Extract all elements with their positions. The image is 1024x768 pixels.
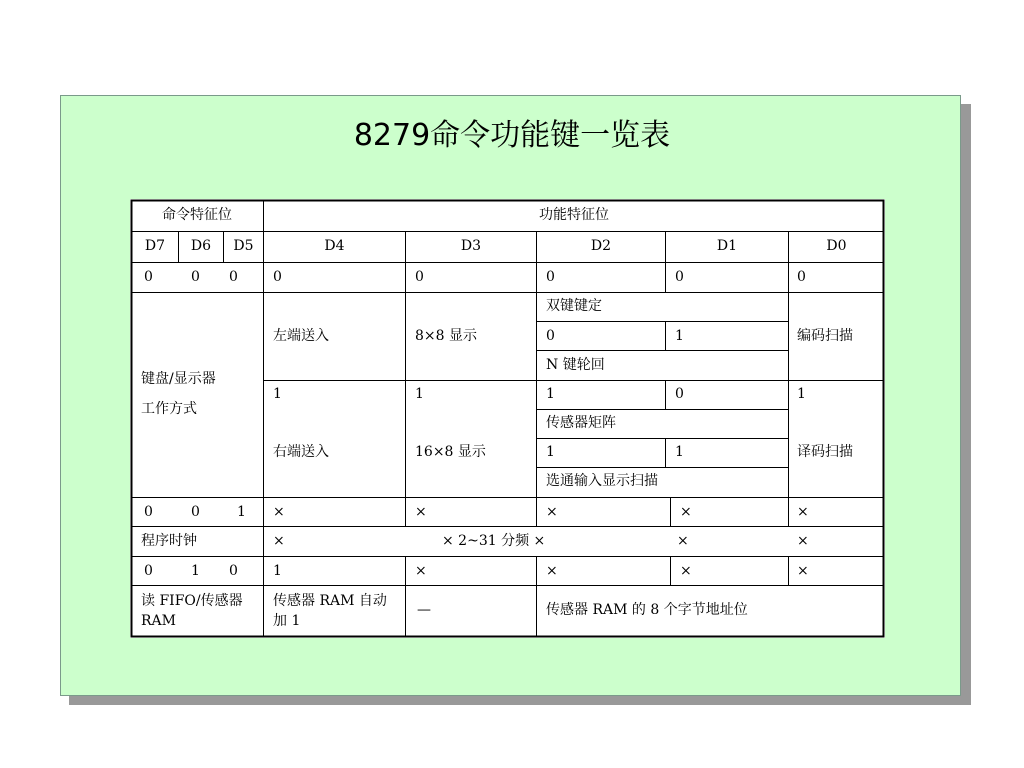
header-command-bits: 命令特征位 <box>162 207 232 223</box>
read-fifo-label-line2: RAM <box>141 613 176 629</box>
row010-d7: 0 <box>144 563 153 579</box>
strobed-input-display-scan: 选通输入显示扫描 <box>546 473 658 489</box>
kbd-d1-one: 1 <box>675 328 684 344</box>
kbd-mode-label-line2: 工作方式 <box>141 401 197 417</box>
row001-d7: 0 <box>144 504 153 520</box>
kbd-row-d1: 0 <box>675 386 684 402</box>
kbd-d2-one: 1 <box>546 444 555 460</box>
row010-d0: × <box>797 563 809 579</box>
kbd-row-d2: 1 <box>546 386 555 402</box>
row000-d5: 0 <box>229 269 238 285</box>
slide-title: 8279命令功能键一览表 <box>353 118 671 153</box>
double-key-lockout: 双键键定 <box>546 298 602 314</box>
row000-d0: 0 <box>797 269 806 285</box>
row000-d7: 0 <box>144 269 153 285</box>
row010-d4: 1 <box>273 563 282 579</box>
row010-d5: 0 <box>229 563 238 579</box>
right-entry: 右端送入 <box>273 444 329 460</box>
row001-d6: 0 <box>191 504 200 520</box>
clock-d0: × <box>797 533 809 549</box>
sensor-matrix: 传感器矩阵 <box>546 415 616 431</box>
sensor-ram-autoinc-line1: 传感器 RAM 自动 <box>273 593 387 609</box>
bit-label-d3: D3 <box>460 238 482 254</box>
row010-d6: 1 <box>191 563 200 579</box>
bit-label-d0: D0 <box>826 238 847 254</box>
row001-d5: 1 <box>237 504 246 520</box>
row001-d2: × <box>546 504 558 520</box>
bit-label-d4: D4 <box>324 238 345 254</box>
sensor-ram-autoinc-line2: 加 1 <box>273 613 301 629</box>
table-grid-lines <box>130 199 885 638</box>
clock-prescaler: × 2~31 分频 × <box>442 533 546 549</box>
display-8x8: 8×8 显示 <box>415 328 477 344</box>
encoded-scan: 编码扫描 <box>797 328 853 344</box>
kbd-row-d0: 1 <box>797 386 806 402</box>
program-clock-label: 程序时钟 <box>141 533 197 549</box>
row000-d1: 0 <box>675 269 684 285</box>
kbd-d2-zero: 0 <box>546 328 555 344</box>
bit-label-d7: D7 <box>144 238 166 254</box>
kbd-row-d3: 1 <box>415 386 424 402</box>
row001-d3: × <box>415 504 427 520</box>
row010-d3: × <box>415 563 427 579</box>
row000-d6: 0 <box>191 269 200 285</box>
row001-d0: × <box>797 504 809 520</box>
kbd-d1-one-b: 1 <box>675 444 684 460</box>
kbd-row-d4: 1 <box>273 386 282 402</box>
command-table <box>130 199 885 638</box>
row001-d4: × <box>273 504 285 520</box>
row000-d4: 0 <box>273 269 282 285</box>
fifo-d3-dash: — <box>417 602 431 618</box>
bit-label-d1: D1 <box>716 238 738 254</box>
row001-d1: × <box>680 504 692 520</box>
decoded-scan: 译码扫描 <box>797 444 853 460</box>
row010-d2: × <box>546 563 558 579</box>
clock-d1: × <box>677 533 689 549</box>
row000-d2: 0 <box>546 269 555 285</box>
read-fifo-label-line1: 读 FIFO/传感器 <box>141 593 243 609</box>
bit-label-d6: D6 <box>190 238 212 254</box>
header-function-bits: 功能特征位 <box>539 207 609 223</box>
bit-label-d5: D5 <box>233 238 254 254</box>
clock-d4: × <box>273 533 285 549</box>
kbd-mode-label-line1: 键盘/显示器 <box>141 371 216 387</box>
bit-label-d2: D2 <box>590 238 612 254</box>
n-key-rollover: N 键轮回 <box>546 357 605 373</box>
row000-d3: 0 <box>415 269 424 285</box>
row010-d1: × <box>680 563 692 579</box>
display-16x8: 16×8 显示 <box>415 444 486 460</box>
sensor-ram-address-bits: 传感器 RAM 的 8 个字节地址位 <box>546 602 748 618</box>
left-entry: 左端送入 <box>273 328 329 344</box>
